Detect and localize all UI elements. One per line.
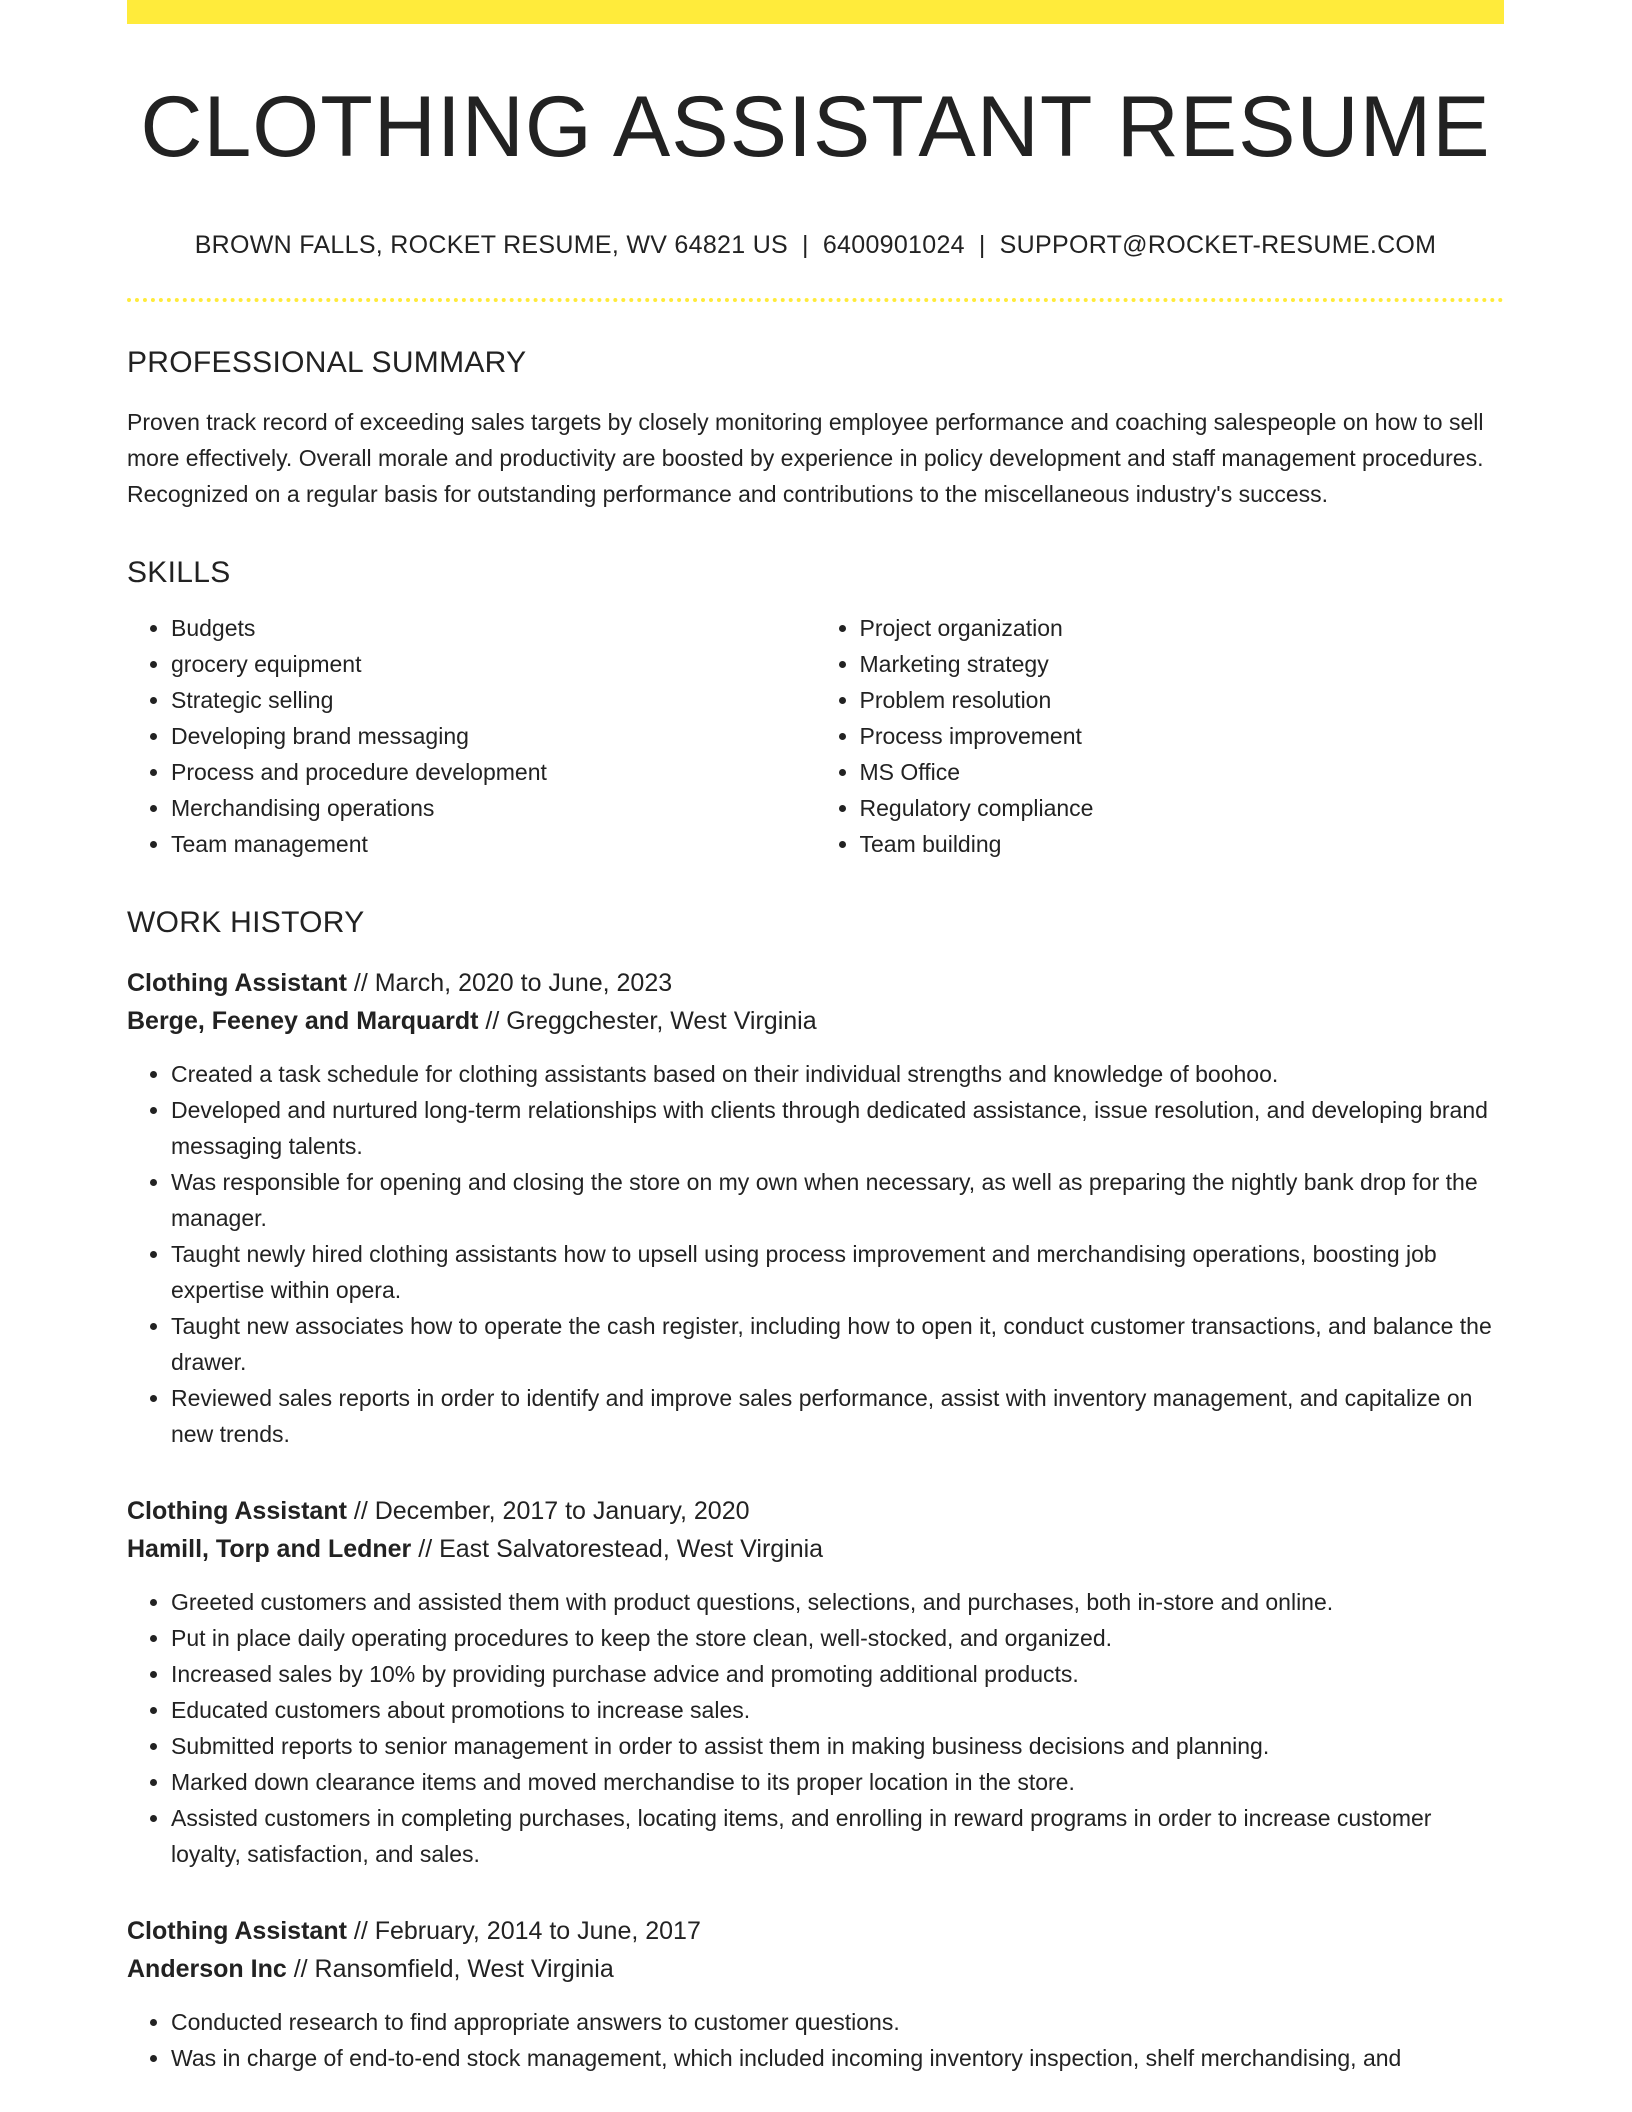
work-history-heading: WORK HISTORY bbox=[127, 905, 365, 939]
job-divider: // bbox=[478, 1006, 507, 1035]
job-entry bbox=[127, 964, 1504, 1452]
job-company: Anderson Inc bbox=[127, 1954, 287, 1983]
top-accent-bar bbox=[127, 0, 1504, 24]
skill-item: • Developing brand messaging bbox=[171, 718, 816, 754]
resume-title: CLOTHING ASSISTANT RESUME bbox=[140, 79, 1491, 175]
skill-item: • Regulatory compliance bbox=[860, 790, 1505, 826]
skills-column-right bbox=[816, 610, 1505, 862]
contact-separator: | bbox=[802, 230, 809, 259]
skill-item: • Problem resolution bbox=[860, 682, 1505, 718]
job-bullet: • Was in charge of end-to-end stock management, which included incoming inventory inspection, shelf merchandising, and bbox=[171, 2040, 1504, 2076]
job-location: Ransomfield, West Virginia bbox=[314, 1954, 614, 1983]
job-company-line bbox=[127, 1950, 1504, 1988]
job-bullet: • Educated customers about promotions to increase sales. bbox=[171, 1692, 1504, 1728]
skill-item: • Merchandising operations bbox=[171, 790, 816, 826]
skills-list bbox=[127, 610, 1504, 862]
contact-email: SUPPORT@ROCKET-RESUME.COM bbox=[999, 230, 1437, 259]
skills-heading: SKILLS bbox=[127, 555, 231, 589]
job-bullet: • Developed and nurtured long-term relationships with clients through dedicated assistance, issue resolution, and developing brand messaging talents. bbox=[171, 1092, 1504, 1164]
summary-text: Proven track record of exceeding sales targets by closely monitoring employee performance and coaching salespeople on how to sell more effectively. Overall morale and productivity are boosted by experience in policy development and staff management procedures. Recognized on a regular basis for outstanding performance and contributions to the miscellaneous industry's success. bbox=[127, 408, 1484, 507]
job-location: Greggchester, West Virginia bbox=[506, 1006, 817, 1035]
job-bullet: • Increased sales by 10% by providing purchase advice and promoting additional products. bbox=[171, 1656, 1504, 1692]
job-role: Clothing Assistant bbox=[127, 1496, 347, 1525]
job-bullets bbox=[127, 1584, 1504, 1872]
job-divider: // bbox=[346, 968, 375, 997]
skill-item: • Team management bbox=[171, 826, 816, 862]
job-company: Hamill, Torp and Ledner bbox=[127, 1534, 412, 1563]
contact-separator: | bbox=[978, 230, 986, 259]
contact-address: BROWN FALLS, ROCKET RESUME, WV 64821 US bbox=[194, 230, 789, 259]
skill-item: • Process improvement bbox=[860, 718, 1505, 754]
job-role: Clothing Assistant bbox=[127, 1916, 347, 1945]
job-company: Berge, Feeney and Marquardt bbox=[127, 1006, 479, 1035]
job-role-line bbox=[127, 964, 1504, 1002]
job-bullet: • Taught newly hired clothing assistants how to upsell using process improvement and merchandising operations, boosting job expertise within opera. bbox=[171, 1236, 1504, 1308]
job-divider: // bbox=[411, 1534, 440, 1563]
job-dates: February, 2014 to June, 2017 bbox=[374, 1916, 701, 1945]
skills-column-left bbox=[127, 610, 816, 862]
resume-content bbox=[127, 24, 1504, 2076]
skill-item: • MS Office bbox=[860, 754, 1505, 790]
skill-item: • Process and procedure development bbox=[171, 754, 816, 790]
job-bullet: • Greeted customers and assisted them with product questions, selections, and purchases, both in-store and online. bbox=[171, 1584, 1504, 1620]
job-dates: December, 2017 to January, 2020 bbox=[374, 1496, 750, 1525]
job-company-line bbox=[127, 1530, 1504, 1568]
job-divider: // bbox=[346, 1916, 375, 1945]
skill-item: • Team building bbox=[860, 826, 1505, 862]
job-location: East Salvatorestead, West Virginia bbox=[439, 1534, 824, 1563]
job-bullet: • Submitted reports to senior management in order to assist them in making business decisions and planning. bbox=[171, 1728, 1504, 1764]
job-divider: // bbox=[286, 1954, 315, 1983]
skill-item: • grocery equipment bbox=[171, 646, 816, 682]
job-bullet: • Marked down clearance items and moved merchandise to its proper location in the store. bbox=[171, 1764, 1504, 1800]
contact-line bbox=[127, 231, 1504, 260]
job-bullet: • Created a task schedule for clothing assistants based on their individual strengths and knowledge of boohoo. bbox=[171, 1056, 1504, 1092]
skill-item: • Project organization bbox=[860, 610, 1505, 646]
job-bullets bbox=[127, 2004, 1504, 2076]
skill-item: • Strategic selling bbox=[171, 682, 816, 718]
job-divider: // bbox=[346, 1496, 375, 1525]
job-bullet: • Taught new associates how to operate the cash register, including how to open it, conduct customer transactions, and balance the drawer. bbox=[171, 1308, 1504, 1380]
job-bullet: • Assisted customers in completing purchases, locating items, and enrolling in reward programs in order to increase customer loyalty, satisfaction, and sales. bbox=[171, 1800, 1504, 1872]
job-dates: March, 2020 to June, 2023 bbox=[374, 968, 673, 997]
job-entry bbox=[127, 1492, 1504, 1872]
summary-heading: PROFESSIONAL SUMMARY bbox=[127, 345, 527, 379]
job-role-line bbox=[127, 1492, 1504, 1530]
job-bullets bbox=[127, 1056, 1504, 1452]
job-bullet: • Put in place daily operating procedures to keep the store clean, well-stocked, and organized. bbox=[171, 1620, 1504, 1656]
job-bullet: • Reviewed sales reports in order to identify and improve sales performance, assist with inventory management, and capitalize on new trends. bbox=[171, 1380, 1504, 1452]
job-bullet: • Conducted research to find appropriate answers to customer questions. bbox=[171, 2004, 1504, 2040]
contact-phone: 6400901024 bbox=[822, 230, 965, 259]
job-bullet: • Was responsible for opening and closing the store on my own when necessary, as well as preparing the nightly bank drop for the manager. bbox=[171, 1164, 1504, 1236]
job-role-line bbox=[127, 1912, 1504, 1950]
dotted-divider bbox=[127, 298, 1504, 302]
skill-item: • Budgets bbox=[171, 610, 816, 646]
job-role: Clothing Assistant bbox=[127, 968, 347, 997]
job-entry bbox=[127, 1912, 1504, 2076]
skill-item: • Marketing strategy bbox=[860, 646, 1505, 682]
job-company-line bbox=[127, 1002, 1504, 1040]
